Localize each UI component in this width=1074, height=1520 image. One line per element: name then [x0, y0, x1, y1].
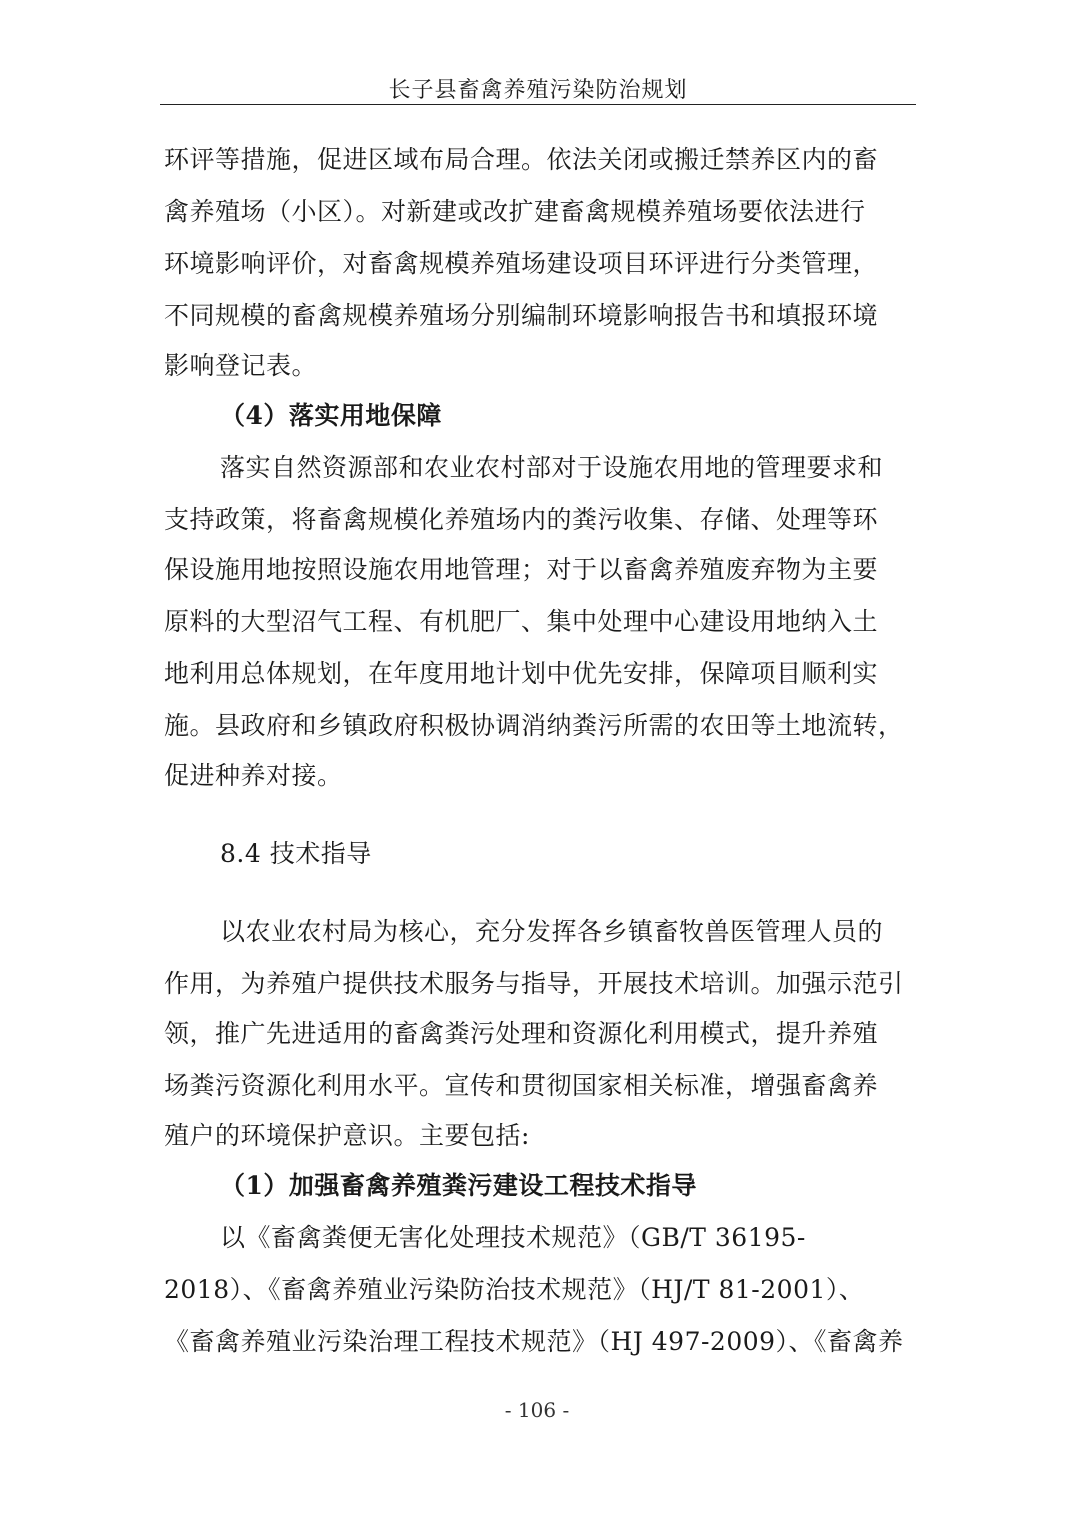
body-line: 原料的大型沼气工程、有机肥厂、集中处理中心建设用地纳入土	[164, 607, 879, 636]
body-line: 环评等措施，促进区域布局合理。依法关闭或搬迁禁养区内的畜	[164, 145, 879, 174]
page-number: - 106 -	[504, 1398, 570, 1422]
body-line: 促进种养对接。	[164, 761, 343, 790]
body-line: 场粪污资源化利用水平。宣传和贯彻国家相关标准，增强畜禽养	[164, 1071, 879, 1100]
running-header: 长子县畜禽养殖污染防治规划	[388, 78, 688, 103]
body-line: 保设施用地按照设施农用地管理；对于以畜禽养殖废弃物为主要	[164, 555, 879, 584]
subsection-heading: （4）落实用地保障	[220, 401, 442, 430]
paragraph-first-line: 落实自然资源部和农业农村部对于设施农用地的管理要求和	[220, 453, 884, 482]
paragraph-first-line: 以《畜禽粪便无害化处理技术规范》（GB/T 36195-	[220, 1223, 806, 1252]
paragraph-first-line: 以农业农村局为核心，充分发挥各乡镇畜牧兽医管理人员的	[220, 917, 884, 946]
section-heading: 8.4 技术指导	[220, 839, 372, 868]
body-line: 作用，为养殖户提供技术服务与指导，开展技术培训。加强示范引	[164, 969, 904, 998]
header-divider	[160, 104, 916, 105]
body-line: 不同规模的畜禽规模养殖场分别编制环境影响报告书和填报环境	[164, 301, 879, 330]
body-line: 施。县政府和乡镇政府积极协调消纳粪污所需的农田等土地流转，	[164, 711, 904, 740]
body-line: 地利用总体规划，在年度用地计划中优先安排，保障项目顺利实	[164, 659, 879, 688]
body-line: 领，推广先进适用的畜禽粪污处理和资源化利用模式，提升养殖	[164, 1019, 879, 1048]
body-line: 禽养殖场（小区）。对新建或改扩建畜禽规模养殖场要依法进行	[164, 197, 866, 226]
body-line: 环境影响评价，对畜禽规模养殖场建设项目环评进行分类管理，	[164, 249, 879, 278]
body-line: 影响登记表。	[164, 351, 318, 380]
body-line: 支持政策，将畜禽规模化养殖场内的粪污收集、存储、处理等环	[164, 505, 879, 534]
body-line: 殖户的环境保护意识。主要包括:	[164, 1121, 530, 1150]
body-line: 《畜禽养殖业污染治理工程技术规范》（HJ 497-2009）、《畜禽养	[164, 1327, 904, 1356]
body-line: 2018）、《畜禽养殖业污染防治技术规范》（HJ/T 81-2001）、	[164, 1275, 865, 1304]
subsection-heading: （1）加强畜禽养殖粪污建设工程技术指导	[220, 1171, 697, 1200]
